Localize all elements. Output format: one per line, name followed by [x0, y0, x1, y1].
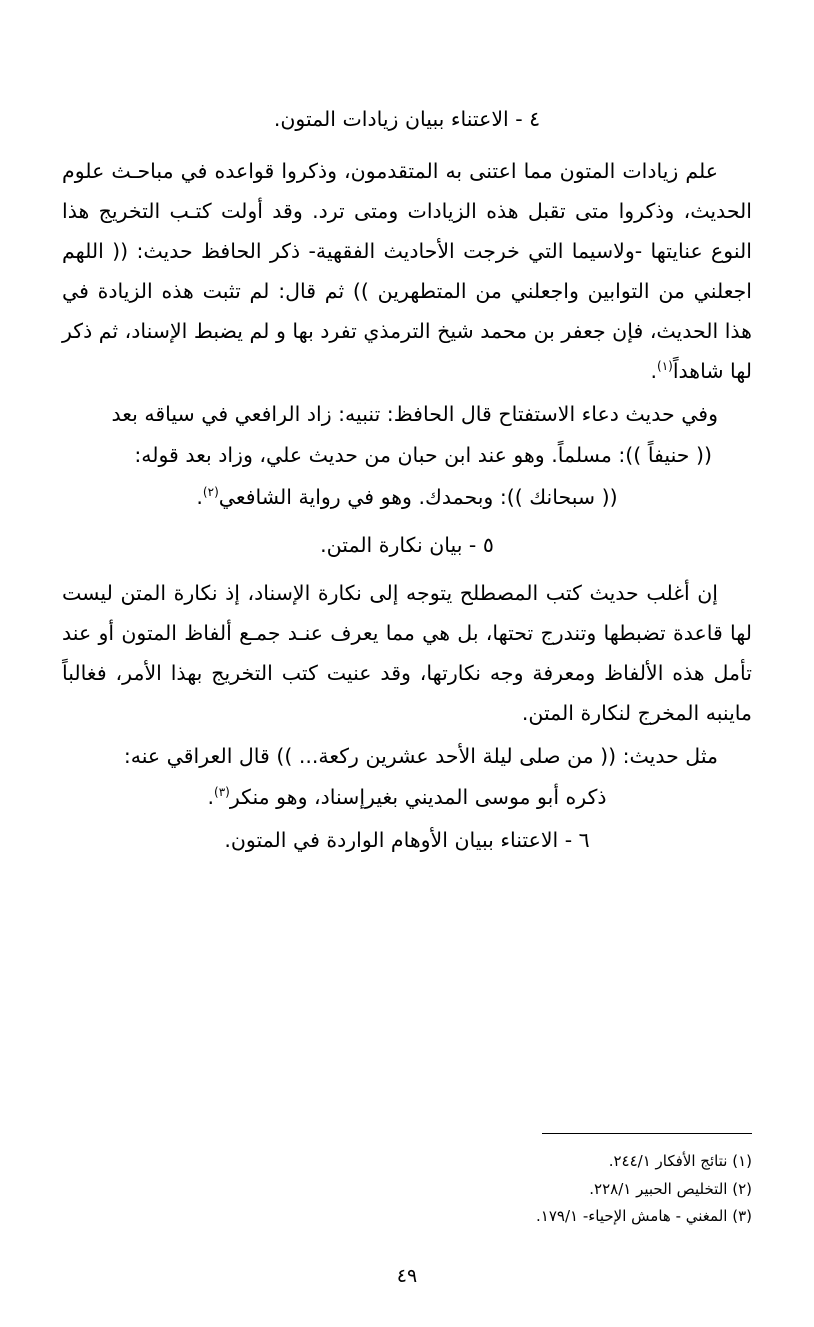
- paragraph-zeyadat-almutun: [62, 152, 752, 392]
- heading-section-5: ٥ - بيان نكارة المتن.: [320, 532, 494, 557]
- footnote-marker-1: (١): [657, 358, 673, 373]
- paragraph-mithl-hadith: مثل حديث: (( من صلى ليلة الأحد عشرين ركعة... )) قال العراقي عنه:: [123, 743, 718, 768]
- paragraph-text: ذكره أبو موسى المديني بغيرإسناد، وهو منكر: [229, 784, 607, 809]
- footnote-text: نتائج الأفكار ٢٤٤/١.: [608, 1151, 728, 1170]
- footnote-area: [62, 1133, 752, 1239]
- footnote-item: [62, 1203, 752, 1231]
- heading-section-4: ٤ - الاعتناء ببيان زيادات المتون.: [273, 107, 541, 131]
- paragraph-text: (( سبحانك )): وبحمدك. وهو في رواية الشافعي: [218, 484, 618, 509]
- paragraph-subhanak: [62, 478, 752, 518]
- paragraph-haneefan: (( حنيفاً )): مسلماً. وهو عند ابن حبان من حديث علي، وزاد بعد قوله:: [134, 442, 712, 467]
- footnote-marker: (٢): [732, 1179, 752, 1198]
- page-body: [62, 100, 752, 867]
- paragraph-duaa-alistiftah: وفي حديث دعاء الاستفتاح قال الحافظ: تنبيه: زاد الرافعي في سياقه بعد: [111, 401, 718, 426]
- paragraph-tail: .: [650, 358, 658, 383]
- footnote-text: التخليص الحبير ٢٢٨/١.: [589, 1179, 728, 1198]
- footnote-text: المغني - هامش الإحياء- ١٧٩/١.: [536, 1207, 728, 1226]
- paragraph-abu-musa-almadini: [62, 778, 752, 818]
- footnote-marker: (٣): [732, 1207, 752, 1226]
- paragraph-text: علم زيادات المتون مما اعتنى به المتقدمون، وذكروا قواعده في مباحـث علوم الحديث، وذكروا متى تقبل هذه الزيادات ومتى ترد. وقد أولت كتـب التخريج هذا النوع عنايتها -ولاسيما التي خرجت الأحاديث الفقهية- ذكر الحافظ حديث: (( اللهم اجعلني من التوابين واجعلني من المتطهرين )) ثم قال: لم تثبت هذه الزيادة في هذا الحديث، فإن جعفر بن محمد شيخ الترمذي تفرد بها و لم يضبط الإسناد، ثم ذكر لها شاهداً: [62, 158, 752, 383]
- footnote-item: [62, 1148, 752, 1176]
- heading-section-6: ٦ - الاعتناء ببيان الأوهام الواردة في المتون.: [224, 828, 590, 853]
- footnote-marker-3: (٣): [214, 784, 230, 799]
- footnote-marker-2: (٢): [202, 484, 219, 499]
- footnote-marker: (١): [732, 1151, 752, 1170]
- footnote-item: [62, 1176, 752, 1204]
- footnote-divider: [542, 1133, 752, 1134]
- paragraph-tail: .: [196, 484, 203, 509]
- paragraph-nakarat-almatn: إن أغلب حديث كتب المصطلح يتوجه إلى نكارة الإسناد، إذ نكارة المتن ليست لها قاعدة تضبطها وتندرج تحتها، بل هي مما يعرف عنـد جمـع ألفاظ المتون أو عند تأمل هذه الألفاظ ومعرفة وجه نكارتها، وقد عنيت كتب التخريج بهذا الأمر، فغالباً ماينبه المخرج لنكارة المتن.: [62, 580, 752, 725]
- paragraph-tail: .: [207, 784, 215, 809]
- page-number: ٤٩: [396, 1265, 418, 1287]
